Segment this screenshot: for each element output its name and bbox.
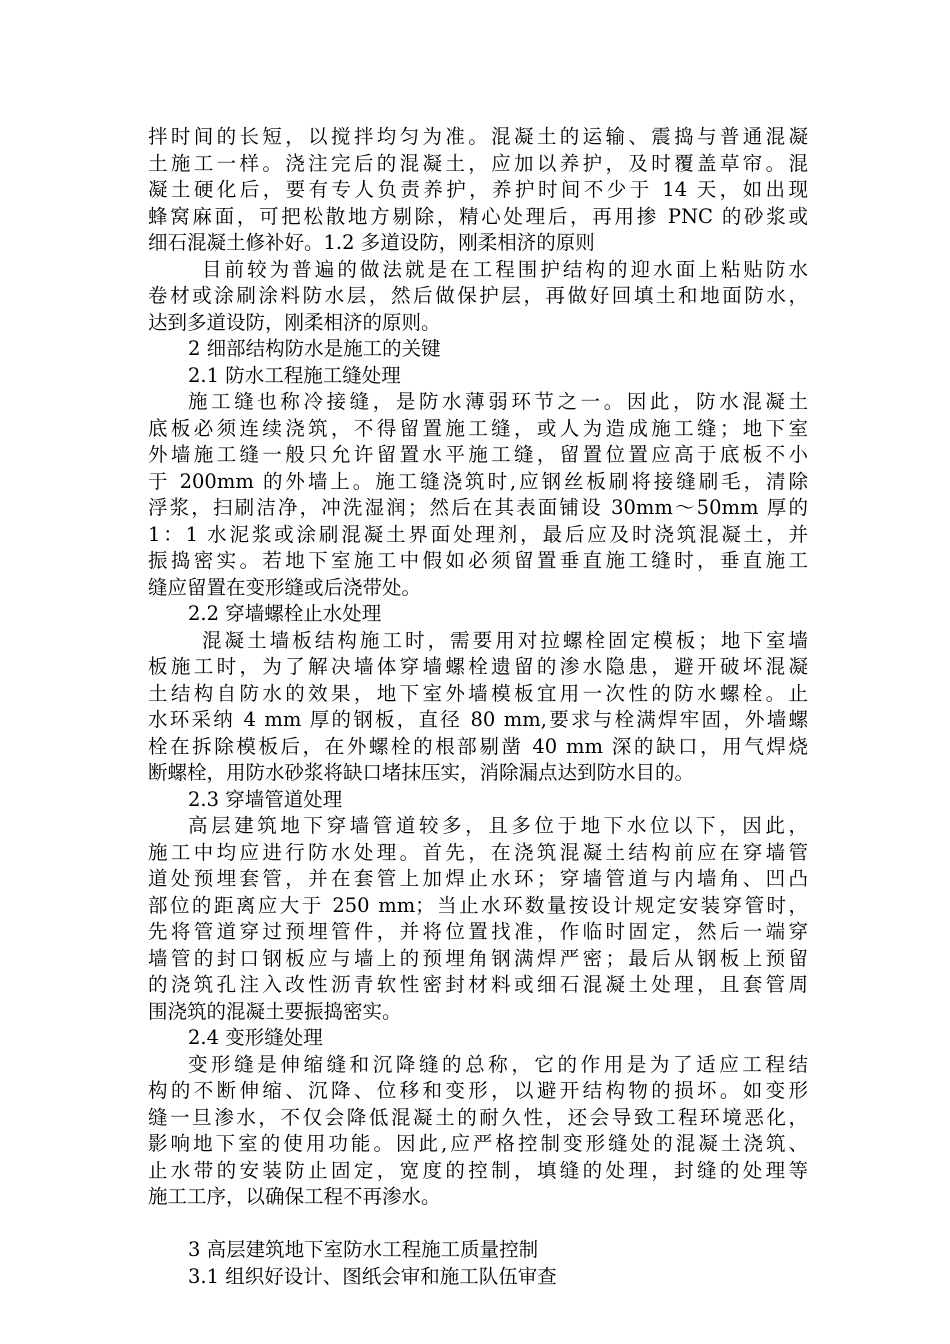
body-line: 卷材或涂刷涂料防水层，然后做保护层，再做好回填土和地面防水， — [148, 284, 808, 307]
subsection-heading: 2.4 变形缝处理 — [188, 1026, 323, 1049]
subsection-heading: 3.1 组织好设计、图纸会审和施工队伍审查 — [188, 1264, 557, 1288]
body-line: 先将管道穿过预埋管件，并将位置找准，作临时固定，然后一端穿 — [148, 920, 808, 943]
blank-line — [148, 1211, 808, 1238]
body-line: 细石混凝土修补好。1.2 多道设防，刚柔相济的原则 — [148, 231, 595, 254]
body-line: 浮浆，扫刷洁净，冲洗湿润；然后在其表面铺设 30mm～50mm 厚的 — [148, 496, 808, 519]
body-line: 凝土硬化后，要有专人负责养护，养护时间不少于 14 天，如出现 — [148, 178, 808, 201]
body-line: 的浇筑孔注入改性沥青软性密封材料或细石混凝土处理，且套管周 — [148, 973, 808, 996]
body-line: 施工中均应进行防水处理。首先，在浇筑混凝土结构前应在穿墙管 — [148, 840, 808, 864]
body-line: 止水带的安装防止固定，宽度的控制，填缝的处理，封缝的处理等 — [148, 1158, 808, 1182]
body-line: 围浇筑的混凝土要振捣密实。 — [148, 999, 402, 1023]
paragraph-first-line: 高层建筑地下穿墙管道较多，且多位于地下水位以下，因此， — [188, 814, 808, 837]
body-line: 水环采纳 4 mm 厚的钢板，直径 80 mm,要求与栓满焊牢固，外墙螺 — [148, 708, 808, 731]
document-body — [148, 124, 808, 1290]
body-line: 拌时间的长短，以搅拌均匀为准。混凝土的运输、震捣与普通混凝 — [148, 125, 808, 148]
subsection-heading: 2.3 穿墙管道处理 — [188, 787, 343, 811]
body-line: 达到多道设防，刚柔相济的原则。 — [148, 310, 441, 334]
paragraph-first-line: 目前较为普遍的做法就是在工程围护结构的迎水面上粘贴防水 — [202, 257, 808, 281]
body-line: 构的不断伸缩、沉降、位移和变形，以避开结构物的损坏。如变形 — [148, 1079, 808, 1102]
body-line: 1：1 水泥浆或涂刷混凝土界面处理剂，最后应及时浇筑混凝土，并 — [148, 522, 808, 546]
body-line: 板施工时，为了解决墙体穿墙螺栓遗留的渗水隐患，避开破坏混凝 — [148, 655, 808, 678]
body-line: 栓在拆除模板后，在外螺栓的根部剔凿 40 mm 深的缺口，用气焊烧 — [148, 734, 808, 758]
body-line: 土施工一样。浇注完后的混凝土，应加以养护，及时覆盖草帘。混 — [148, 151, 808, 175]
body-line: 土结构自防水的效果，地下室外墙模板宜用一次性的防水螺栓。止 — [148, 681, 808, 705]
body-line: 道处预埋套管，并在套管上加焊止水环；穿墙管道与内墙角、凹凸 — [148, 867, 808, 890]
body-line: 底板必须连续浇筑，不得留置施工缝，或人为造成施工缝；地下室 — [148, 416, 808, 440]
body-line: 施工工序，以确保工程不再渗水。 — [148, 1185, 441, 1208]
subsection-heading: 2.2 穿墙螺栓止水处理 — [188, 602, 382, 625]
subsection-heading: 2.1 防水工程施工缝处理 — [188, 363, 401, 387]
section-heading: 3 高层建筑地下室防水工程施工质量控制 — [188, 1238, 539, 1261]
body-line: 墙管的封口钢板应与墙上的预埋角钢满焊严密；最后从钢板上预留 — [148, 946, 808, 970]
body-line: 断螺栓，用防水砂浆将缺口堵抹压实，消除漏点达到防水目的。 — [148, 761, 695, 784]
section-heading: 2 细部结构防水是施工的关键 — [188, 337, 441, 360]
body-line: 蜂窝麻面，可把松散地方剔除，精心处理后，再用掺 PNC 的砂浆或 — [148, 204, 808, 228]
body-line: 振捣密实。若地下室施工中假如必须留置垂直施工缝时，垂直施工 — [148, 549, 808, 572]
body-line: 缝应留置在变形缝或后浇带处。 — [148, 575, 422, 599]
body-line: 缝一旦渗水，不仅会降低混凝土的耐久性，还会导致工程环境恶化， — [148, 1105, 808, 1129]
paragraph-first-line: 混凝土墙板结构施工时，需要用对拉螺栓固定模板；地下室墙 — [202, 628, 808, 652]
paragraph-first-line: 施工缝也称冷接缝，是防水薄弱环节之一。因此，防水混凝土 — [188, 390, 808, 413]
body-line: 外墙施工缝一般只允许留置水平施工缝，留置位置应高于底板不小 — [148, 443, 808, 466]
paragraph-first-line: 变形缝是伸缩缝和沉降缝的总称，它的作用是为了适应工程结 — [188, 1052, 808, 1076]
body-line: 影响地下室的使用功能。因此,应严格控制变形缝处的混凝土浇筑、 — [148, 1132, 808, 1155]
body-line: 部位的距离应大于 250 mm；当止水环数量按设计规定安装穿管时， — [148, 893, 808, 917]
body-line: 于 200mm 的外墙上。施工缝浇筑时,应钢丝板刷将接缝刷毛，清除 — [148, 469, 808, 493]
